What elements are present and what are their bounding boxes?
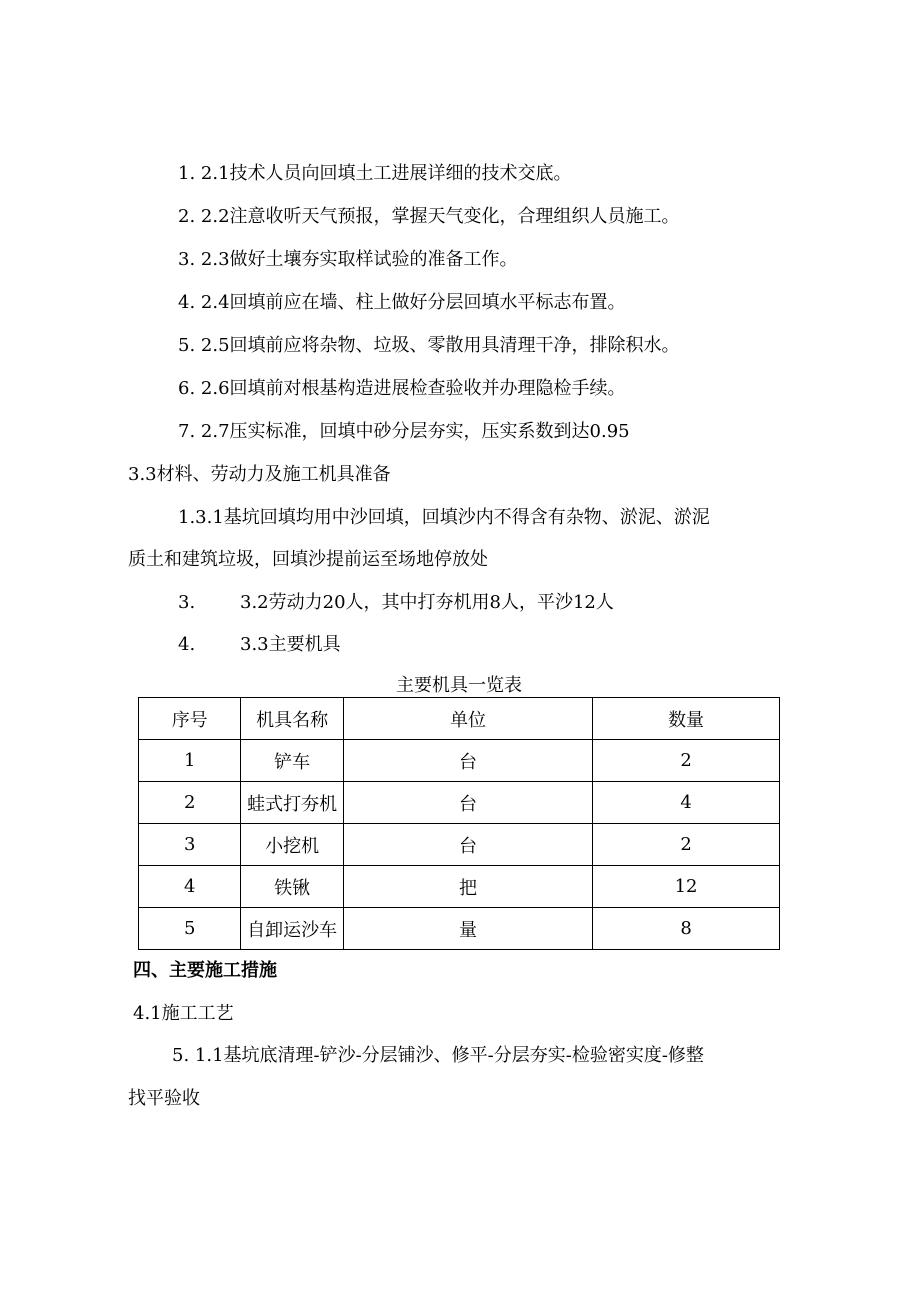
table-cell: 铲车 <box>241 740 343 782</box>
section-heading-4: 四、主要施工措施 <box>133 960 277 981</box>
list-item-2-7: 7. 2.7压实标准，回填中砂分层夯实，压实系数到达0.95 <box>178 421 630 442</box>
list-item-2-4: 4. 2.4回填前应在墙、柱上做好分层回填水平标志布置。 <box>178 292 626 313</box>
table-row <box>139 866 780 908</box>
list-item-2-6: 6. 2.6回填前对根基构造进展检查验收并办理隐检手续。 <box>178 378 626 399</box>
table-cell: 台 <box>343 740 592 782</box>
table-cell: 5 <box>139 908 241 950</box>
table-header-cell: 数量 <box>593 698 780 740</box>
table-cell: 1 <box>139 740 241 782</box>
table-header-row <box>139 698 780 740</box>
table-cell: 4 <box>139 866 241 908</box>
table-header-cell: 序号 <box>139 698 241 740</box>
list-item-2-1: 1. 2.1技术人员向回填土工进展详细的技术交底。 <box>178 163 572 184</box>
list-item-3-1-line2: 质土和建筑垃圾，回填沙提前运至场地停放处 <box>128 549 488 570</box>
table-row <box>139 740 780 782</box>
table-cell: 3 <box>139 824 241 866</box>
table-row <box>139 908 780 950</box>
list-item-2-5: 5. 2.5回填前应将杂物、垃圾、零散用具清理干净，排除积水。 <box>178 335 680 356</box>
section-heading-4-1: 4.1施工工艺 <box>133 1003 234 1024</box>
table-cell: 台 <box>343 824 592 866</box>
list-item-2-3: 3. 2.3做好土壤夯实取样试验的准备工作。 <box>178 249 518 270</box>
list-item-3-1-line1: 1.3.1基坑回填均用中沙回填，回填沙内不得含有杂物、淤泥、淤泥 <box>178 507 710 528</box>
table-cell: 量 <box>343 908 592 950</box>
table-cell: 台 <box>343 782 592 824</box>
section-heading-3-3: 3.3材料、劳动力及施工机具准备 <box>128 464 391 485</box>
table-cell: 蛙式打夯机 <box>241 782 343 824</box>
table-row <box>139 782 780 824</box>
list-item-2-2: 2. 2.2注意收听天气预报，掌握天气变化，合理组织人员施工。 <box>178 206 680 227</box>
table-cell: 12 <box>593 866 780 908</box>
table-cell: 把 <box>343 866 592 908</box>
equipment-table <box>138 697 780 950</box>
table-cell: 自卸运沙车 <box>241 908 343 950</box>
table-header-cell: 机具名称 <box>241 698 343 740</box>
table-caption: 主要机具一览表 <box>396 675 522 696</box>
list-item-4-1-line2: 找平验收 <box>128 1088 200 1109</box>
list-item-3-2-number: 3. <box>178 592 196 613</box>
table-cell: 铁锹 <box>241 866 343 908</box>
table-cell: 小挖机 <box>241 824 343 866</box>
table-header-cell: 单位 <box>343 698 592 740</box>
list-item-3-2-text: 3.2劳动力20人，其中打夯机用8人，平沙12人 <box>240 592 614 613</box>
list-item-3-3-text: 3.3主要机具 <box>240 634 341 655</box>
table-cell: 4 <box>593 782 780 824</box>
table-cell: 8 <box>593 908 780 950</box>
table-cell: 2 <box>139 782 241 824</box>
table-cell: 2 <box>593 824 780 866</box>
table-cell: 2 <box>593 740 780 782</box>
table-row <box>139 824 780 866</box>
list-item-4-1-line1: 5. 1.1基坑底清理-铲沙-分层铺沙、修平-分层夯实-检验密实度-修整 <box>172 1045 704 1066</box>
list-item-3-3-number: 4. <box>178 634 196 655</box>
